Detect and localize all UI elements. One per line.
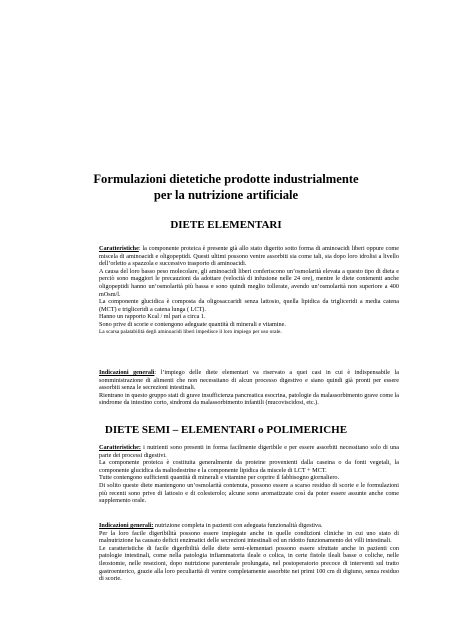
section2-indications-label: Indicazioni generali:: [99, 522, 154, 529]
section1-characteristics-p4: Hanno un rapporto Kcal / ml pari a circa 1.: [99, 313, 206, 321]
section1-characteristics-p1: Caratteristiche: la componente proteica è presente già allo stato digerito sotto forma di aminoacidi liberi oppure come miscela di aminoacidi e oligopeptidi. Questi ultimi possono venire assorbiti sia come tali, sia dopo loro idrolisi a livello dell’orletto a spazzola e successivo trasporto di aminoacidi.: [99, 245, 399, 268]
document-title-line-1: Formulazioni dietetiche prodotte industrialmente: [93, 172, 359, 186]
section1-indications-label: Indicazioni generali: [99, 369, 155, 376]
section2-characteristics-p4: Di solito queste diete mantengono un’osmolarità contenuta, possono essere a scarso residuo di scorie e le formulazioni più recenti sono prive di lattosio e di colesterolo; alcune sono aromatizzate così da poter essere assunte anche come supplemento orale.: [99, 481, 399, 505]
section2-characteristics-p1: Caratteristiche: i nutrienti sono presenti in forma facilmente digeribile e per essere assorbiti necessitano solo di una parte dei processi digestivi.: [99, 444, 399, 459]
section1-characteristics: [99, 245, 399, 336]
section1-characteristics-p5: Sono prive di scorie e contengono adeguate quantità di minerali e vitamine.: [99, 320, 286, 328]
section2-characteristics-p2: La componente proteica è costituita generalmente da proteine provenienti dalla caseina o da fonti vegetali, la componente glucidica da maltodestrine e la componente lipidica da miscele di LCT + MCT.: [99, 459, 399, 474]
section1-indications-p1: Indicazioni generali: l’impiego delle diete elementari va riservato a quei casi in cui è indispensabile la somministrazione di alimenti che non necessitano di alcun processo digestivo e siano quindi già pronti per essere assorbiti senza le secrezioni intestinali.: [99, 369, 399, 392]
section1-indications: [99, 369, 399, 407]
section1-characteristics-label: Caratteristiche: [99, 245, 139, 252]
section-heading-diete-elementari: DIETE ELEMENTARI: [170, 219, 282, 231]
section2-indications-p2: Per la loro facile digeribilità possono essere impiegate anche in quelle condizioni cliniche in cui uno stato di malnutrizione ha causato deficit enzimatici delle secrezioni intestinali ed un ridotto funzionamento dei villi intestinali.: [99, 529, 399, 545]
section1-small-note: La scarsa palatabilità degli aminoacidi liberi impedisce il loro impiego per uso orale.: [99, 328, 282, 335]
section2-indications-p1: Indicazioni generali: nutrizione completa in pazienti con adeguata funzionalità digestiva.: [99, 522, 323, 529]
section1-indications-p2: Rientrano in questo gruppo stati di grave insufficienza pancreatica esocrina, patologie da malassorbimento grave come la sindrome da intestino corto, sindromi da malassorbimento infantili (mucoviscidosi, etc.).: [99, 391, 399, 407]
section2-characteristics: [99, 444, 399, 505]
section1-characteristics-p3: La componente glucidica è composta da oligosaccaridi senza lattosio, quella lipidica da trigliceridi a media catena (MCT) e trigliceridi a catena lunga ( LCT).: [99, 298, 399, 313]
section2-indications-p3: Le caratteristiche di facile digeribilità delle diete semi-elementari possono essere sfruttate anche in pazienti con patologie intestinali, come nella patologia infiammatoria ileale o colica, in certe fistole ileali basse o coliche, nelle ileostomie, nelle resezioni, dopo nutrizione parenterale prolungata, nel postoperatorio precoce di interventi sul tratto gastroenterico, grazie alla loro peculiarità di venire completamente assorbite nei primi 100 cm di digiuno, senza residuo di scorie.: [99, 544, 399, 583]
section2-characteristics-p3: Tutte contengono sufficienti quantità di minerali e vitamine per coprire il fabbisogno giornaliero.: [99, 474, 340, 482]
section2-indications: [99, 522, 399, 583]
section-heading-diete-semi-elementari: DIETE SEMI – ELEMENTARI o POLIMERICHE: [104, 424, 348, 436]
section2-characteristics-label: Caratteristiche:: [99, 444, 141, 451]
document-title-line-2: per la nutrizione artificiale: [153, 188, 299, 202]
section1-characteristics-p2: A causa del loro basso peso molecolare, gli aminoacidi liberi conferiscono un’osmolarità elevata a questo tipo di dieta e perciò sono maggiori le precauzioni da adottare (velocità di infusione nelle 24 ore), mentre le diete contenenti anche oligopeptidi hanno un’osmolarità più bassa e sono quindi meglio tollerate, avendo un’osmolarità non superiore a 400 mOsm/l.: [99, 267, 399, 298]
